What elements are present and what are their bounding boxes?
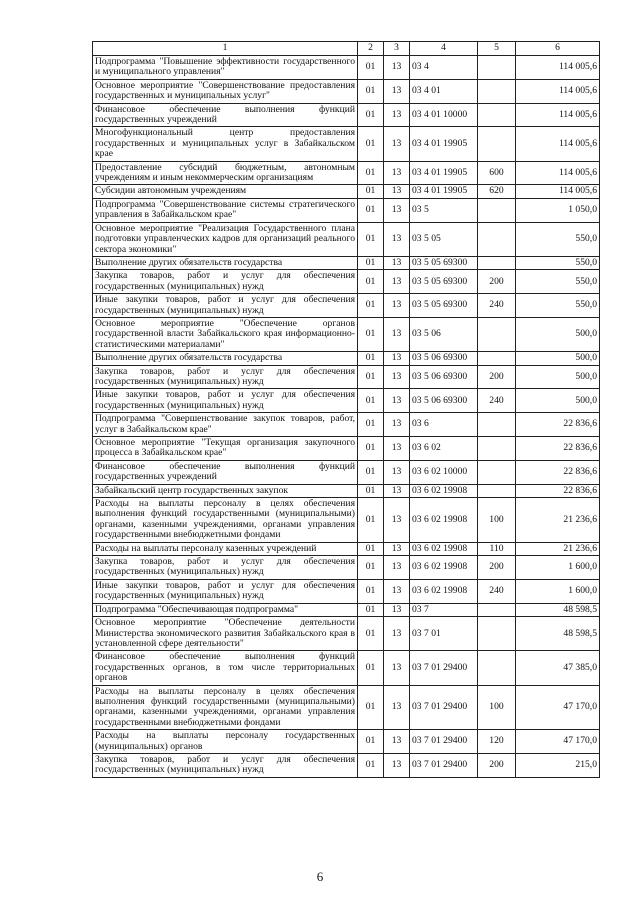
expense-type-cell: 100	[478, 498, 516, 543]
section-cell: 01	[358, 270, 384, 294]
subsection-cell: 13	[384, 437, 410, 461]
target-article-cell: 03 5 05 69300	[410, 294, 478, 318]
section-cell: 01	[358, 198, 384, 222]
table-row	[93, 294, 600, 318]
subsection-cell: 13	[384, 651, 410, 685]
row-name-cell: Подпрограмма "Повышение эффективности государственного и муниципального управления"	[93, 56, 358, 80]
target-article-cell: 03 7 01 29400	[410, 685, 478, 730]
subsection-cell: 13	[384, 127, 410, 161]
row-name-cell: Субсидии автономным учреждениям	[93, 185, 358, 198]
table-row	[93, 352, 600, 365]
table-row	[93, 198, 600, 222]
section-cell: 01	[358, 730, 384, 754]
amount-cell: 1 600,0	[516, 556, 600, 580]
amount-cell: 47 170,0	[516, 730, 600, 754]
table-row	[93, 603, 600, 616]
target-article-cell: 03 6 02 19908	[410, 579, 478, 603]
amount-cell: 500,0	[516, 389, 600, 413]
table-row	[93, 617, 600, 651]
expense-type-cell: 600	[478, 161, 516, 185]
section-cell: 01	[358, 437, 384, 461]
row-name-cell: Расходы на выплаты персоналу казенных учреждений	[93, 542, 358, 555]
row-name-cell: Подпрограмма "Совершенствование закупок товаров, работ, услуг в Забайкальском крае"	[93, 413, 358, 437]
amount-cell: 500,0	[516, 352, 600, 365]
expense-type-cell: 110	[478, 542, 516, 555]
target-article-cell: 03 5 05 69300	[410, 270, 478, 294]
row-name-cell: Основное мероприятие "Обеспечение деятельности Министерства экономического развития Забайкальского края в установленной сфере деятельности"	[93, 617, 358, 651]
expense-type-cell: 200	[478, 270, 516, 294]
section-cell: 01	[358, 256, 384, 269]
table-row	[93, 460, 600, 484]
row-name-cell: Основное мероприятие "Реализация Государственного плана подготовки управленческих кадров для организаций реального сектора экономики"	[93, 222, 358, 256]
subsection-cell: 13	[384, 103, 410, 127]
table-row	[93, 185, 600, 198]
section-cell: 01	[358, 603, 384, 616]
target-article-cell: 03 4 01 10000	[410, 103, 478, 127]
expense-type-cell: 120	[478, 730, 516, 754]
table-row	[93, 753, 600, 777]
expense-type-cell: 240	[478, 294, 516, 318]
section-cell: 01	[358, 685, 384, 730]
section-cell: 01	[358, 352, 384, 365]
amount-cell: 114 005,6	[516, 185, 600, 198]
section-cell: 01	[358, 651, 384, 685]
table-body	[93, 56, 600, 778]
table-row	[93, 317, 600, 351]
subsection-cell: 13	[384, 185, 410, 198]
table-row	[93, 79, 600, 103]
table-row	[93, 498, 600, 543]
target-article-cell: 03 4 01 19905	[410, 161, 478, 185]
row-name-cell: Выполнение других обязательств государства	[93, 352, 358, 365]
expense-type-cell	[478, 56, 516, 80]
section-cell: 01	[358, 185, 384, 198]
subsection-cell: 13	[384, 352, 410, 365]
header-row	[93, 42, 600, 56]
target-article-cell: 03 6	[410, 413, 478, 437]
target-article-cell: 03 6 02 19908	[410, 542, 478, 555]
row-name-cell: Расходы на выплаты персоналу в целях обеспечения выполнения функций государственными (муниципальными) органами, казенными учреждениями, органами управления государственными внебюджетными фондами	[93, 498, 358, 543]
target-article-cell: 03 6 02 19908	[410, 484, 478, 497]
subsection-cell: 13	[384, 256, 410, 269]
table-row	[93, 437, 600, 461]
row-name-cell: Иные закупки товаров, работ и услуг для обеспечения государственных (муниципальных) нужд	[93, 389, 358, 413]
subsection-cell: 13	[384, 484, 410, 497]
target-article-cell: 03 6 02 10000	[410, 460, 478, 484]
subsection-cell: 13	[384, 617, 410, 651]
expense-type-cell: 620	[478, 185, 516, 198]
subsection-cell: 13	[384, 413, 410, 437]
expense-type-cell	[478, 222, 516, 256]
amount-cell: 22 836,6	[516, 484, 600, 497]
page-number: 6	[316, 869, 324, 884]
expense-type-cell: 200	[478, 556, 516, 580]
table-row	[93, 270, 600, 294]
section-cell: 01	[358, 579, 384, 603]
row-name-cell: Иные закупки товаров, работ и услуг для обеспечения государственных (муниципальных) нужд	[93, 579, 358, 603]
amount-cell: 500,0	[516, 365, 600, 389]
row-name-cell: Закупка товаров, работ и услуг для обеспечения государственных (муниципальных) нужд	[93, 556, 358, 580]
subsection-cell: 13	[384, 365, 410, 389]
subsection-cell: 13	[384, 730, 410, 754]
amount-cell: 215,0	[516, 753, 600, 777]
subsection-cell: 13	[384, 542, 410, 555]
header-cell-name: 1	[93, 42, 358, 56]
section-cell: 01	[358, 556, 384, 580]
expense-type-cell: 100	[478, 685, 516, 730]
amount-cell: 550,0	[516, 256, 600, 269]
expense-type-cell: 240	[478, 579, 516, 603]
table-row	[93, 256, 600, 269]
header-cell-amount: 6	[516, 42, 600, 56]
section-cell: 01	[358, 753, 384, 777]
amount-cell: 500,0	[516, 317, 600, 351]
section-cell: 01	[358, 498, 384, 543]
expense-type-cell: 200	[478, 365, 516, 389]
section-cell: 01	[358, 413, 384, 437]
table-row	[93, 579, 600, 603]
target-article-cell: 03 6 02 19908	[410, 498, 478, 543]
row-name-cell: Основное мероприятие "Текущая организация закупочного процесса в Забайкальском крае"	[93, 437, 358, 461]
amount-cell: 22 836,6	[516, 413, 600, 437]
target-article-cell: 03 7 01 29400	[410, 730, 478, 754]
row-name-cell: Подпрограмма "Совершенствование системы стратегического управления в Забайкальском крае"	[93, 198, 358, 222]
target-article-cell: 03 7	[410, 603, 478, 616]
subsection-cell: 13	[384, 389, 410, 413]
expense-type-cell	[478, 103, 516, 127]
section-cell: 01	[358, 365, 384, 389]
subsection-cell: 13	[384, 294, 410, 318]
subsection-cell: 13	[384, 753, 410, 777]
target-article-cell: 03 7 01	[410, 617, 478, 651]
expense-type-cell	[478, 617, 516, 651]
table-row	[93, 484, 600, 497]
target-article-cell: 03 5 06 69300	[410, 365, 478, 389]
section-cell: 01	[358, 161, 384, 185]
expense-type-cell	[478, 127, 516, 161]
table-row	[93, 56, 600, 80]
row-name-cell: Закупка товаров, работ и услуг для обеспечения государственных (муниципальных) нужд	[93, 365, 358, 389]
amount-cell: 21 236,6	[516, 498, 600, 543]
target-article-cell: 03 7 01 29400	[410, 753, 478, 777]
budget-table	[92, 41, 600, 778]
row-name-cell: Предоставление субсидий бюджетным, автономным учреждениям и иным некоммерческим организациям	[93, 161, 358, 185]
target-article-cell: 03 4 01	[410, 79, 478, 103]
subsection-cell: 13	[384, 161, 410, 185]
amount-cell: 114 005,6	[516, 103, 600, 127]
row-name-cell: Финансовое обеспечение выполнения функций государственных учреждений	[93, 103, 358, 127]
section-cell: 01	[358, 294, 384, 318]
table-row	[93, 685, 600, 730]
row-name-cell: Иные закупки товаров, работ и услуг для обеспечения государственных (муниципальных) нужд	[93, 294, 358, 318]
expense-type-cell	[478, 460, 516, 484]
amount-cell: 48 598,5	[516, 617, 600, 651]
subsection-cell: 13	[384, 270, 410, 294]
subsection-cell: 13	[384, 56, 410, 80]
expense-type-cell: 240	[478, 389, 516, 413]
target-article-cell: 03 5 06 69300	[410, 352, 478, 365]
amount-cell: 47 170,0	[516, 685, 600, 730]
expense-type-cell	[478, 79, 516, 103]
amount-cell: 550,0	[516, 270, 600, 294]
target-article-cell: 03 7 01 29400	[410, 651, 478, 685]
amount-cell: 114 005,6	[516, 79, 600, 103]
table-row	[93, 365, 600, 389]
subsection-cell: 13	[384, 198, 410, 222]
expense-type-cell	[478, 352, 516, 365]
section-cell: 01	[358, 484, 384, 497]
header-cell-expense-type: 5	[478, 42, 516, 56]
row-name-cell: Выполнение других обязательств государства	[93, 256, 358, 269]
target-article-cell: 03 5 05	[410, 222, 478, 256]
row-name-cell: Закупка товаров, работ и услуг для обеспечения государственных (муниципальных) нужд	[93, 753, 358, 777]
subsection-cell: 13	[384, 79, 410, 103]
amount-cell: 1 050,0	[516, 198, 600, 222]
header-cell-target-article: 4	[410, 42, 478, 56]
subsection-cell: 13	[384, 222, 410, 256]
table-row	[93, 730, 600, 754]
section-cell: 01	[358, 317, 384, 351]
amount-cell: 47 385,0	[516, 651, 600, 685]
expense-type-cell	[478, 603, 516, 616]
table-row	[93, 127, 600, 161]
amount-cell: 114 005,6	[516, 161, 600, 185]
amount-cell: 550,0	[516, 294, 600, 318]
subsection-cell: 13	[384, 603, 410, 616]
amount-cell: 1 600,0	[516, 579, 600, 603]
subsection-cell: 13	[384, 556, 410, 580]
subsection-cell: 13	[384, 317, 410, 351]
expense-type-cell	[478, 413, 516, 437]
row-name-cell: Основное мероприятие "Совершенствование предоставления государственных и муниципальных услуг"	[93, 79, 358, 103]
header-cell-subsection: 3	[384, 42, 410, 56]
target-article-cell: 03 4 01 19905	[410, 185, 478, 198]
section-cell: 01	[358, 542, 384, 555]
expense-type-cell	[478, 651, 516, 685]
row-name-cell: Расходы на выплаты персоналу государственных (муниципальных) органов	[93, 730, 358, 754]
amount-cell: 22 836,6	[516, 437, 600, 461]
target-article-cell: 03 4 01 19905	[410, 127, 478, 161]
target-article-cell: 03 6 02 19908	[410, 556, 478, 580]
row-name-cell: Основное мероприятие "Обеспечение органов государственной власти Забайкальского края информационно-статистическими материалами"	[93, 317, 358, 351]
row-name-cell: Многофункциональный центр предоставления государственных и муниципальных услуг в Забайкальском крае	[93, 127, 358, 161]
section-cell: 01	[358, 460, 384, 484]
row-name-cell: Подпрограмма "Обеспечивающая подпрограмма"	[93, 603, 358, 616]
target-article-cell: 03 5 05 69300	[410, 256, 478, 269]
table-row	[93, 542, 600, 555]
table-row	[93, 103, 600, 127]
subsection-cell: 13	[384, 460, 410, 484]
subsection-cell: 13	[384, 579, 410, 603]
table-row	[93, 413, 600, 437]
target-article-cell: 03 4	[410, 56, 478, 80]
section-cell: 01	[358, 222, 384, 256]
amount-cell: 21 236,6	[516, 542, 600, 555]
target-article-cell: 03 5	[410, 198, 478, 222]
table-row	[93, 556, 600, 580]
amount-cell: 114 005,6	[516, 56, 600, 80]
row-name-cell: Забайкальский центр государственных закупок	[93, 484, 358, 497]
table-row	[93, 222, 600, 256]
amount-cell: 22 836,6	[516, 460, 600, 484]
expense-type-cell	[478, 256, 516, 269]
expense-type-cell	[478, 484, 516, 497]
expense-type-cell	[478, 317, 516, 351]
amount-cell: 48 598,5	[516, 603, 600, 616]
section-cell: 01	[358, 103, 384, 127]
expense-type-cell	[478, 198, 516, 222]
target-article-cell: 03 5 06	[410, 317, 478, 351]
amount-cell: 114 005,6	[516, 127, 600, 161]
expense-type-cell	[478, 437, 516, 461]
table-row	[93, 651, 600, 685]
subsection-cell: 13	[384, 685, 410, 730]
row-name-cell: Финансовое обеспечение выполнения функций государственных органов, в том числе территориальных органов	[93, 651, 358, 685]
target-article-cell: 03 5 06 69300	[410, 389, 478, 413]
section-cell: 01	[358, 127, 384, 161]
row-name-cell: Расходы на выплаты персоналу в целях обеспечения выполнения функций государственными (муниципальными) органами, казенными учреждениями, органами управления государственными внебюджетными фондами	[93, 685, 358, 730]
section-cell: 01	[358, 617, 384, 651]
target-article-cell: 03 6 02	[410, 437, 478, 461]
row-name-cell: Закупка товаров, работ и услуг для обеспечения государственных (муниципальных) нужд	[93, 270, 358, 294]
section-cell: 01	[358, 79, 384, 103]
amount-cell: 550,0	[516, 222, 600, 256]
table-row	[93, 389, 600, 413]
subsection-cell: 13	[384, 498, 410, 543]
expense-type-cell: 200	[478, 753, 516, 777]
table-row	[93, 161, 600, 185]
header-cell-section: 2	[358, 42, 384, 56]
row-name-cell: Финансовое обеспечение выполнения функций государственных учреждений	[93, 460, 358, 484]
section-cell: 01	[358, 56, 384, 80]
section-cell: 01	[358, 389, 384, 413]
